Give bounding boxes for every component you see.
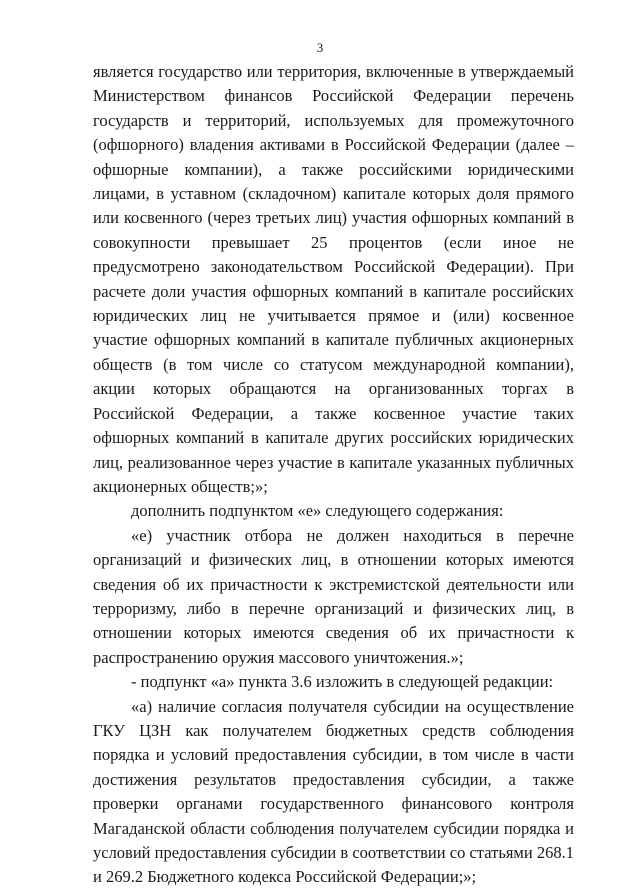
paragraph-add-subpoint-e: дополнить подпунктом «е» следующего содержания: (131, 501, 504, 521)
paragraph-subpoint-a-text: «а) наличие согласия получателя субсидии на осуществление ГКУ ЦЗН как получателем бюджетных средств соблюдения порядка и условий предоставления субсидии, в том числе в части достижения результатов предоставления субсидии, а также проверки органами государственного финансового контроля Магаданской области соблюдения получателем субсидии порядка и условий предоставления субсидии в соответствии со статьями 268.1 и 269.2 Бюджетного кодекса Российской Федерации;»; (93, 696, 574, 887)
paragraph-subpoint-a-amendment: - подпункт «а» пункта 3.6 изложить в следующей редакции: (131, 672, 554, 692)
paragraph-subpoint-e-text: «е) участник отбора не должен находиться в перечне организаций и физических лиц, в отношении которых имеются сведения об их причастности к экстремистской деятельности или терроризму, либо в перечне организаций и физических лиц, в отношении которых имеются сведения об их причастности к распространению оружия массового уничтожения.»; (93, 525, 574, 667)
page-number: 3 (316, 40, 324, 55)
document-body (93, 60, 574, 890)
paragraph-offshore-definition: является государство или территория, включенные в утверждаемый Министерством финансов Российской Федерации перечень государств и территорий, используемых для промежуточного (офшорного) владения активами в Российской Федерации (далее – офшорные компании), а также российскими юридическими лицами, в уставном (складочном) капитале которых доля прямого или косвенного (через третьих лиц) участия офшорных компаний в совокупности превышает 25 процентов (если иное не предусмотрено законодательством Российской Федерации). При расчете доли участия офшорных компаний в капитале российских юридических лиц не учитывается прямое и (или) косвенное участие офшорных компаний в капитале публичных акционерных обществ (в том числе со статусом международной компании), акции которых обращаются на организованных торгах в Российской Федерации, а также косвенное участие таких офшорных компаний в капитале других российских юридических лиц, реализованное через участие в капитале указанных публичных акционерных обществ;»; (93, 62, 574, 496)
